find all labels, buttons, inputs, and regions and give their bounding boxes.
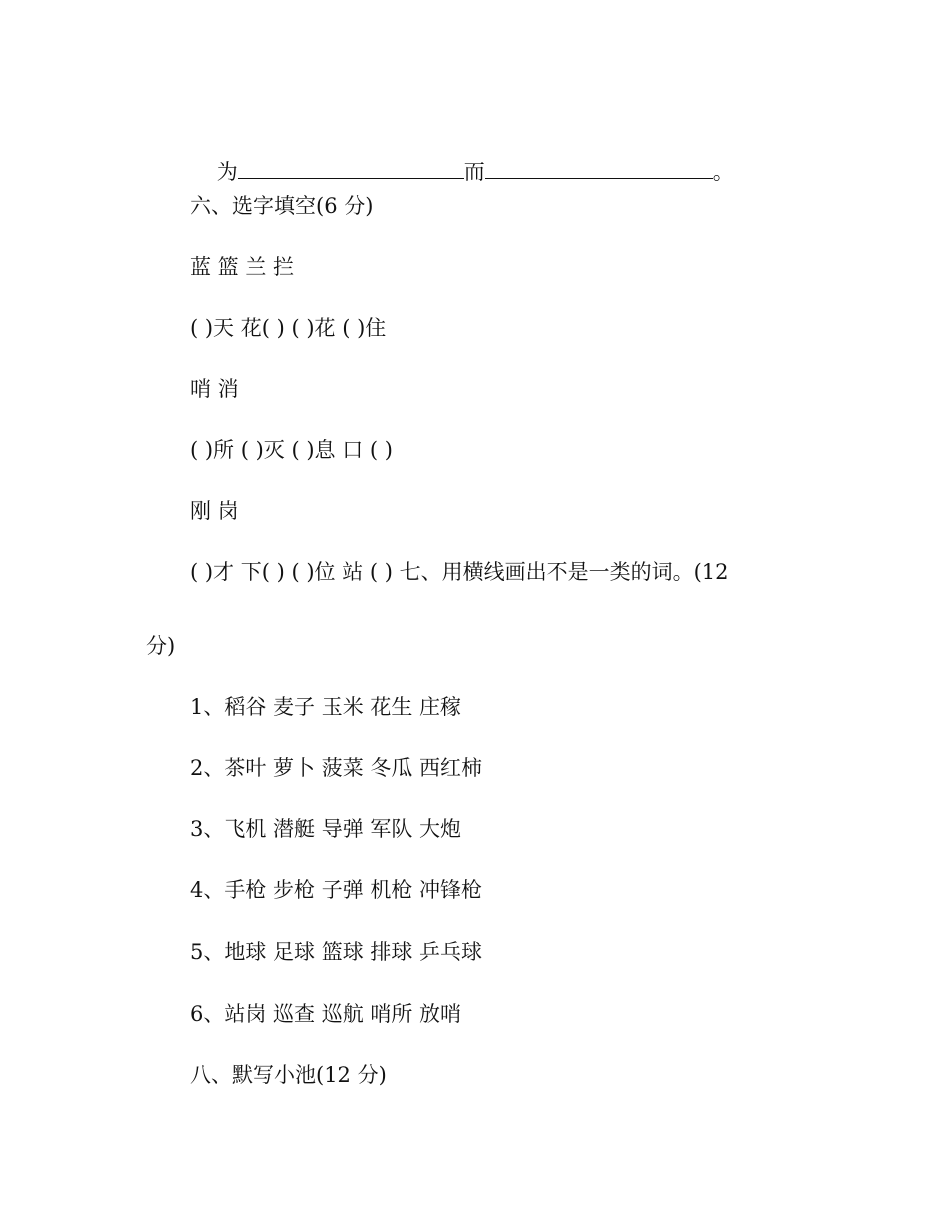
answer-blank[interactable] xyxy=(238,158,464,179)
fill-suffix: 。 xyxy=(712,160,734,184)
char-options-gang: 刚 岗 xyxy=(190,499,239,523)
fill-prefix: 为 xyxy=(216,160,238,184)
section-heading-8: 八、默写小池(12 分) xyxy=(190,1063,387,1087)
fill-row-gang: ( )才 下( ) ( )位 站 ( ) 七、用横线画出不是一类的词。(12 xyxy=(190,560,729,584)
word-list-item-3: 3、飞机 潜艇 导弹 军队 大炮 xyxy=(190,817,462,841)
fill-row-xiao: ( )所 ( )灭 ( )息 口 ( ) xyxy=(190,438,393,462)
word-list-item-6: 6、站岗 巡查 巡航 哨所 放哨 xyxy=(190,1002,462,1026)
answer-blank[interactable] xyxy=(485,158,713,179)
word-list-item-1: 1、稻谷 麦子 玉米 花生 庄稼 xyxy=(190,695,462,719)
section-heading-6: 六、选字填空(6 分) xyxy=(190,194,374,218)
fill-row-lan: ( )天 花( ) ( )花 ( )住 xyxy=(190,316,387,340)
word-list-item-4: 4、手枪 步枪 子弹 机枪 冲锋枪 xyxy=(190,878,483,902)
char-options-lan: 蓝 篮 兰 拦 xyxy=(190,255,295,279)
char-options-xiao: 哨 消 xyxy=(190,377,239,401)
word-list-item-2: 2、茶叶 萝卜 菠菜 冬瓜 西红柿 xyxy=(190,756,483,780)
fill-middle: 而 xyxy=(463,160,485,184)
word-list-item-5: 5、地球 足球 篮球 排球 乒乓球 xyxy=(190,940,483,964)
section-heading-7-continued: 分) xyxy=(146,634,176,658)
